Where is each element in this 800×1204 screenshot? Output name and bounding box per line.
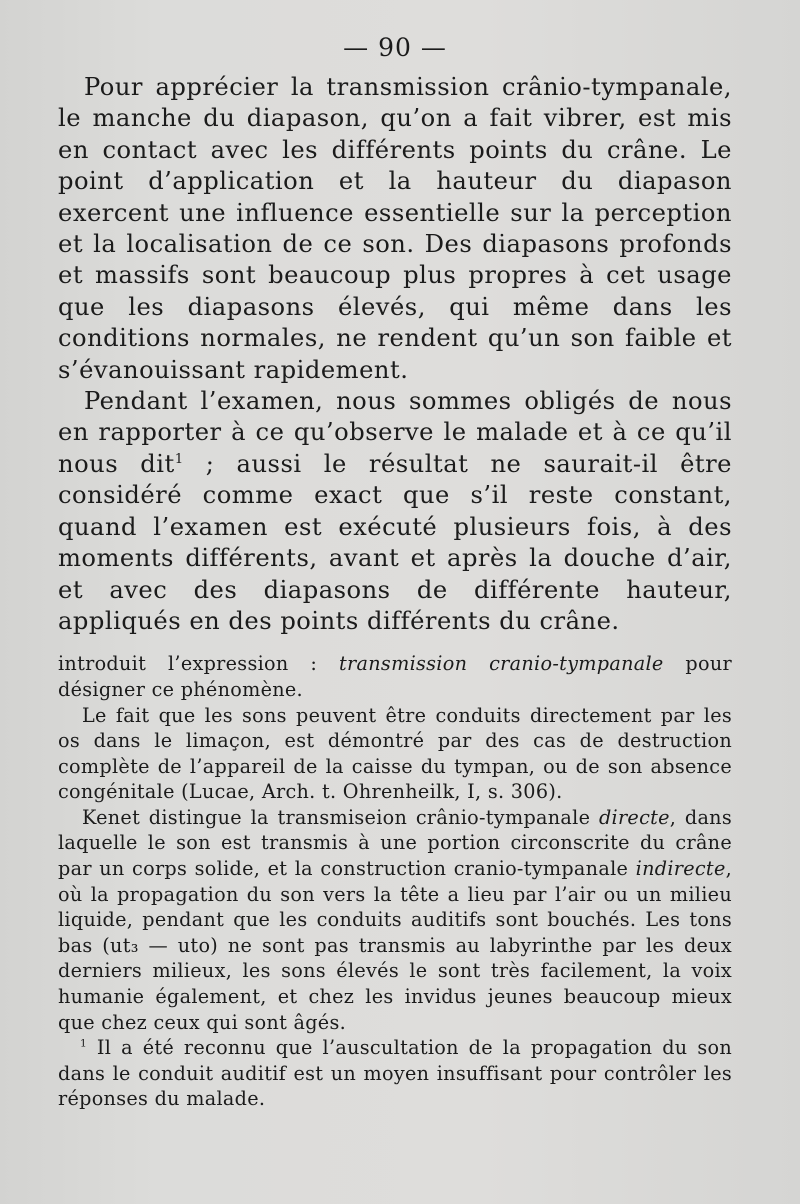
- note-1-text-b: pour désigner ce phénomène.: [58, 652, 732, 701]
- paragraph-2-text-a: Pendant l’examen, nous sommes obligés de nous en rapporter à ce qu’observe le malade et à ce qu’il nous dit: [58, 387, 732, 478]
- paragraph-1: Pour apprécier la transmission crânio-tympanale, le manche du diapason, qu’on a fait vibrer, est mis en contact avec les différents points du crâne. Le point d’application et la hauteur du diapason exercent une influence essentielle sur la perception et la localisation de ce son. Des diapasons profonds et massifs sont beaucoup plus propres à cet usage que les diapasons élevés, qui même dans les conditions normales, ne rendent qu’un son faible et s’évanouissant rapidement.: [58, 73, 732, 384]
- paragraph-2-text-b: ; aussi le résultat ne saurait-il être considéré comme exact que s’il reste constant, quand l’examen est exécuté plusieurs fois, à des moments différents, avant et après la douche d’air, et avec des diapasons de différente hauteur, appliqués en des points différents du crâne.: [58, 449, 732, 635]
- note-paragraph-3: [58, 805, 732, 1035]
- footnote: [58, 1035, 732, 1112]
- main-text: [58, 72, 732, 637]
- notes-section: [58, 651, 732, 1112]
- note-3-text-c: , où la propagation du son vers la tête a lieu par l’air ou un milieu liquide, pendant que les conduits auditifs sont bouchés. Les tons bas (ut₃ — uto) ne sont pas transmis au labyrinthe par les deux derniers milieux, les sons élevés le sont très facilement, la voix humanie également, et chez les invidus jeunes beaucoup mieux que chez ceux qui sont âgés.: [58, 857, 732, 1034]
- note-3-italic-indirecte: indirecte: [635, 857, 726, 881]
- note-continuation: [58, 651, 732, 702]
- paragraph-2: [58, 386, 732, 637]
- note-1-text-a: introduit l’expression :: [58, 652, 340, 676]
- note-3-text-b: , dans laquelle le son est transmis à une portion circonscrite du crâne par un corps solide, et la construction cranio-tympanale: [58, 805, 732, 881]
- page-number: — 90 —: [343, 33, 447, 62]
- footnote-text: Il a été reconnu que l’auscultation de la propagation du son dans le conduit auditif est un moyen insuffisant pour contrôler les réponses du malade.: [58, 1036, 732, 1111]
- note-3-italic-directe: directe: [598, 805, 670, 829]
- footnote-marker: 1: [80, 1037, 88, 1050]
- note-1-italic: transmission cranio-tympanale: [339, 652, 664, 676]
- footnote-reference: 1: [174, 451, 184, 467]
- note-paragraph-2: Le fait que les sons peuvent être conduits directement par les os dans le limaçon, est démontré par des cas de destruction complète de l’appareil de la caisse du tympan, ou de son absence congénitale (Lucae, Arch. t. Ohrenheilk, I, s. 306).: [58, 703, 732, 804]
- note-3-text-a: Kenet distingue la transmiseion crânio-tympanale: [82, 805, 599, 829]
